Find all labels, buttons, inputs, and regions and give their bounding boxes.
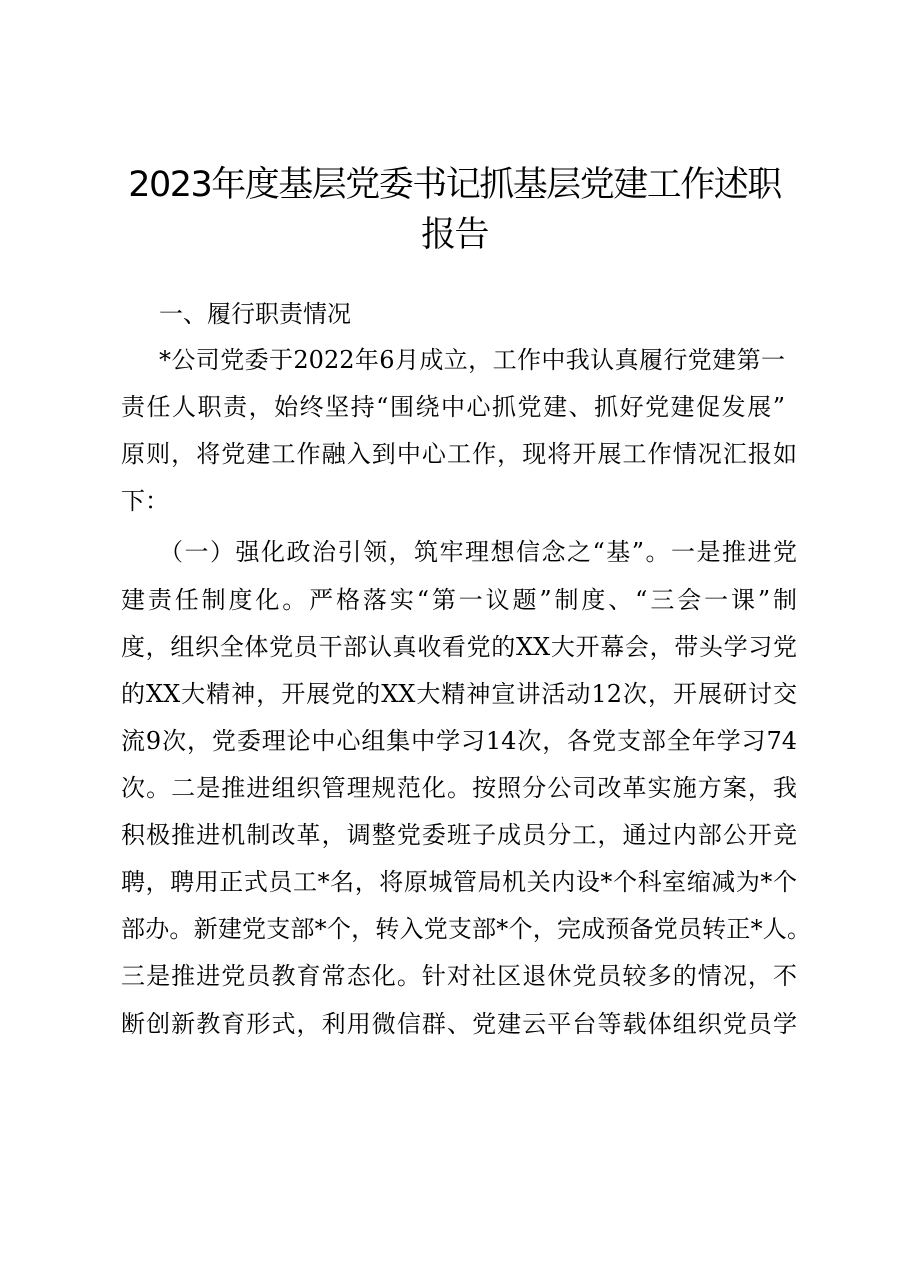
paragraph-2-line-5: 流9次，党委理论中心组集中学习14次，各党支部全年学习74 [121,727,797,755]
paragraph-2-line-2: 建责任制度化。严格落实“第一议题”制度、“三会一课”制 [121,586,797,614]
paragraph-2-line-9: 部办。新建党支部*个，转入党支部*个，完成预备党员转正*人。 [121,915,811,943]
paragraph-2-line-1: （一）强化政治引领，筑牢理想信念之“基”。一是推进党 [159,538,797,566]
paragraph-2-line-4: 的XX大精神，开展党的XX大精神宣讲活动12次，开展研讨交 [121,680,797,708]
paragraph-2-line-8: 聘，聘用正式员工*名，将原城管局机关内设*个科室缩减为*个 [121,868,797,896]
paragraph-1-line-3: 原则，将党建工作融入到中心工作，现将开展工作情况汇报如 [121,440,797,468]
paragraph-2-line-10: 三是推进党员教育常态化。针对社区退休党员较多的情况，不 [121,962,797,990]
paragraph-2-line-11: 断创新教育形式，利用微信群、党建云平台等载体组织党员学 [121,1010,797,1038]
paragraph-1-line-4: 下： [121,487,169,515]
section-heading: 一、履行职责情况 [159,300,351,328]
document-title-line-1: 2023年度基层党委书记抓基层党建工作述职 [128,165,781,205]
document-title-line-2: 报告 [420,215,488,255]
paragraph-2-line-7: 积极推进机制改革，调整党委班子成员分工，通过内部公开竞 [121,821,797,849]
paragraph-1-line-2: 责任人职责，始终坚持“围绕中心抓党建、抓好党建促发展” [121,393,785,421]
paragraph-2-line-3: 度，组织全体党员干部认真收看党的XX大开幕会，带头学习党 [121,633,797,661]
paragraph-2-line-6: 次。二是推进组织管理规范化。按照分公司改革实施方案，我 [121,774,797,802]
paragraph-1-line-1: *公司党委于2022年6月成立，工作中我认真履行党建第一 [159,346,785,374]
